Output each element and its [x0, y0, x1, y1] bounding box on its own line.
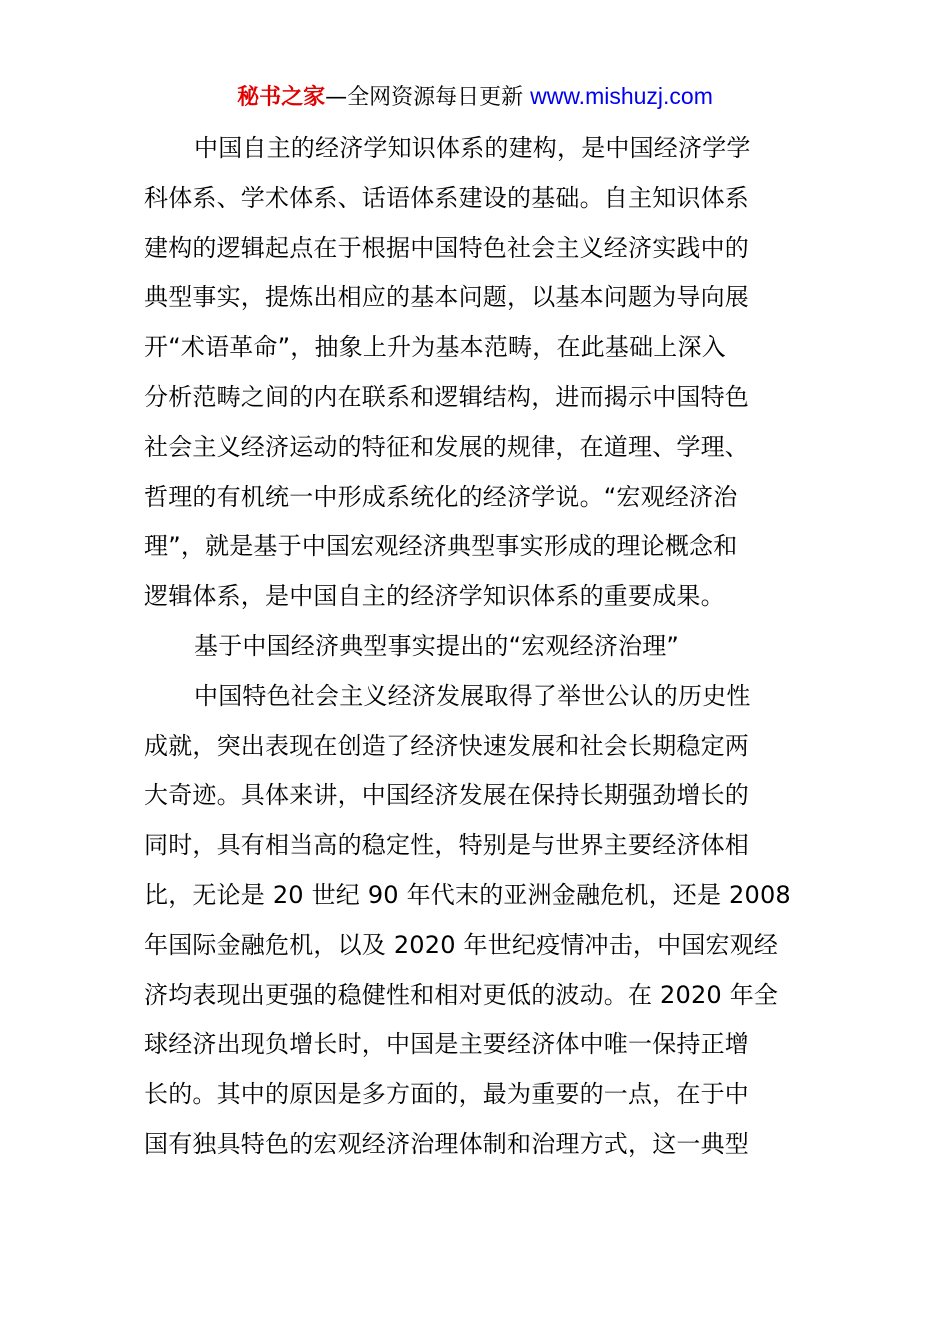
paragraph-line: 典型事实，提炼出相应的基本问题，以基本问题为导向展 [144, 283, 749, 312]
brand-name: 秘书之家 [237, 85, 326, 110]
paragraph-line: 理”，就是基于中国宏观经济典型事实形成的理论概念和 [144, 532, 738, 561]
paragraph-line: 长的。其中的原因是多方面的，最为重要的一点，在于中 [144, 1080, 749, 1109]
section-heading: 基于中国经济典型事实提出的“宏观经济治理” [194, 631, 680, 660]
site-header [0, 80, 950, 114]
article-body [144, 124, 794, 1170]
paragraph-line: 分析范畴之间的内在联系和逻辑结构，进而揭示中国特色 [144, 382, 749, 411]
paragraph-line: 国有独具特色的宏观经济治理体制和治理方式，这一典型 [144, 1129, 749, 1158]
paragraph-line: 社会主义经济运动的特征和发展的规律，在道理、学理、 [144, 432, 749, 461]
paragraph-line: 逻辑体系，是中国自主的经济学知识体系的重要成果。 [144, 582, 725, 611]
paragraph-line: 济均表现出更强的稳健性和相对更低的波动。在 2020 年全 [144, 980, 779, 1009]
paragraph-line: 哲理的有机统一中形成系统化的经济学说。“宏观经济治 [144, 482, 738, 511]
paragraph-line: 年国际金融危机，以及 2020 年世纪疫情冲击，中国宏观经 [144, 930, 779, 959]
paragraph-line: 科体系、学术体系、话语体系建设的基础。自主知识体系 [144, 183, 749, 212]
paragraph-line: 比，无论是 20 世纪 90 年代末的亚洲金融危机，还是 2008 [144, 880, 791, 909]
paragraph-line: 中国特色社会主义经济发展取得了举世公认的历史性 [194, 681, 751, 710]
paragraph-line: 球经济出现负增长时，中国是主要经济体中唯一保持正增 [144, 1030, 749, 1059]
paragraph-line: 建构的逻辑起点在于根据中国特色社会主义经济实践中的 [144, 233, 749, 262]
site-url-link[interactable]: www.mishuzj.com [530, 83, 713, 109]
paragraph-line: 大奇迹。具体来讲，中国经济发展在保持长期强劲增长的 [144, 781, 749, 810]
paragraph-line: 同时，具有相当高的稳定性，特别是与世界主要经济体相 [144, 831, 749, 860]
site-tagline: —全网资源每日更新 [325, 85, 531, 110]
paragraph-line: 中国自主的经济学知识体系的建构，是中国经济学学 [194, 134, 751, 162]
paragraph-line: 开“术语革命”，抽象上升为基本范畴，在此基础上深入 [144, 333, 726, 362]
paragraph-line: 成就，突出表现在创造了经济快速发展和社会长期稳定两 [144, 731, 749, 760]
